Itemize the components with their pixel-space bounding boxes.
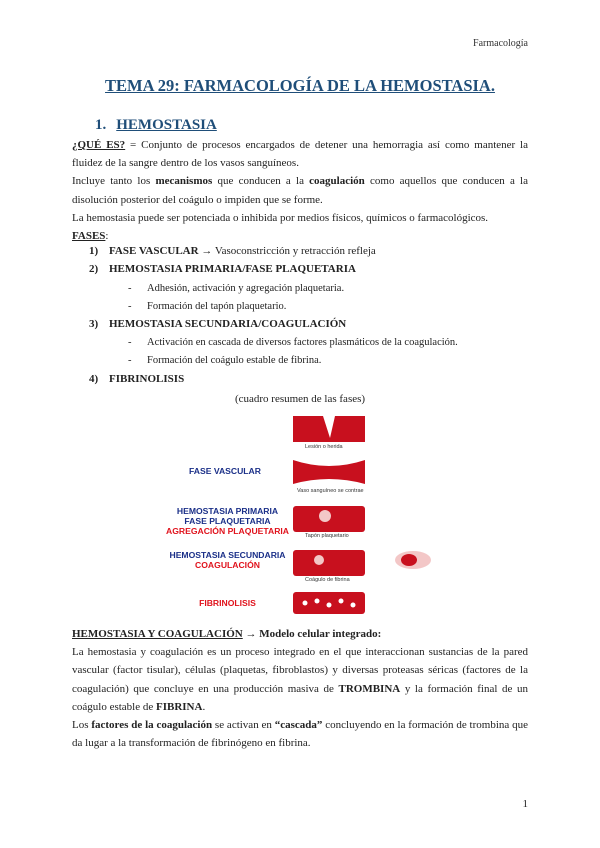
running-header: Farmacología: [473, 38, 528, 49]
modulation-paragraph: La hemostasia puede ser potenciada o inhibida por medios físicos, químicos o farmacológicos.: [72, 211, 489, 224]
cell-dot: [303, 601, 308, 606]
phase-item: 1) FASE VASCULAR → Vasoconstricción y retracción refleja: [89, 245, 376, 257]
clot-detail-core: [401, 554, 417, 566]
phase-item: 4) FIBRINOLISIS: [89, 373, 185, 385]
coagulation-heading: HEMOSTASIA Y COAGULACIÓN → Modelo celular integrado:: [72, 628, 382, 640]
note-tapon: Tapón plaquetario: [305, 533, 349, 539]
coagulation-block: [72, 625, 528, 752]
cell-dot: [339, 599, 344, 604]
fases-label: FASES:: [72, 230, 109, 243]
label-hemostasia-secundaria: HEMOSTASIA SECUNDARIA: [169, 550, 286, 560]
intro-block: [72, 136, 528, 245]
vessel-clot: [293, 550, 365, 576]
phase-subitem: - Formación del tapón plaquetario.: [128, 301, 287, 312]
mechanisms-paragraph: Incluye tanto los mecanismos que conducen a la coagulación como aquellos que conducen a la disolución posterior del coágulo o impiden que se forme.: [72, 175, 528, 206]
phase-subitem: - Activación en cascada de diversos factores plasmáticos de la coagulación.: [128, 337, 458, 348]
page-title: TEMA 29: FARMACOLOGÍA DE LA HEMOSTASIA.: [105, 76, 495, 95]
note-vasoconstriccion: Vaso sanguíneo se contrae: [297, 488, 364, 494]
label-fase-vascular: FASE VASCULAR: [189, 466, 261, 476]
section-heading: 1. HEMOSTASIA: [95, 117, 217, 133]
phase-subitem: - Formación del coágulo estable de fibrina.: [128, 355, 322, 366]
fibrin-clot: [314, 555, 324, 565]
label-fase-plaquetaria: FASE PLAQUETARIA: [184, 516, 271, 526]
cascade-paragraph: Los factores de la coagulación se activan en “cascada” concluyendo en la formación de trombina que da lugar a la transformación de fibrinógeno en fibrina.: [72, 719, 528, 750]
label-agregacion: AGREGACIÓN PLAQUETARIA: [165, 526, 290, 536]
phase-item: 2) HEMOSTASIA PRIMARIA/FASE PLAQUETARIA: [89, 263, 356, 275]
note-lesion: Lesión o herida: [305, 444, 343, 450]
phase-item: 3) HEMOSTASIA SECUNDARIA/COAGULACIÓN: [89, 318, 347, 330]
label-hemostasia-primaria: HEMOSTASIA PRIMARIA: [176, 506, 279, 516]
platelet-plug: [319, 510, 331, 522]
phase-subitem: - Adhesión, activación y agregación plaquetaria.: [128, 283, 345, 294]
note-coagulo: Coágulo de fibrina: [305, 577, 350, 583]
cell-dot: [327, 603, 332, 608]
cell-dot: [351, 603, 356, 608]
label-coagulacion: COAGULACIÓN: [195, 560, 260, 570]
hemostasis-phases-figure: [165, 408, 450, 623]
coagulation-paragraph: La hemostasia y coagulación es un proceso integrado en el que interaccionan sustancias de la pared vascular (factor tisular), células (plaquetas, fibroblastos) y diversas proteasas séricas (factores de la coagulación) que concluye en una producción masiva de TROMBINA y la formación final de un coágulo estable de FIBRINA.: [72, 646, 528, 713]
figure-caption: (cuadro resumen de las fases): [234, 393, 366, 405]
page-number: 1: [522, 798, 528, 810]
vessel-constricted: [293, 460, 365, 484]
definition-paragraph: ¿QUÉ ES? = Conjunto de procesos encargados de detener una hemorragia así como mantener la fluidez de la sangre dentro de los vasos sanguíneos.: [72, 139, 528, 170]
label-fibrinolisis: FIBRINOLISIS: [199, 598, 256, 608]
cell-dot: [315, 599, 320, 604]
